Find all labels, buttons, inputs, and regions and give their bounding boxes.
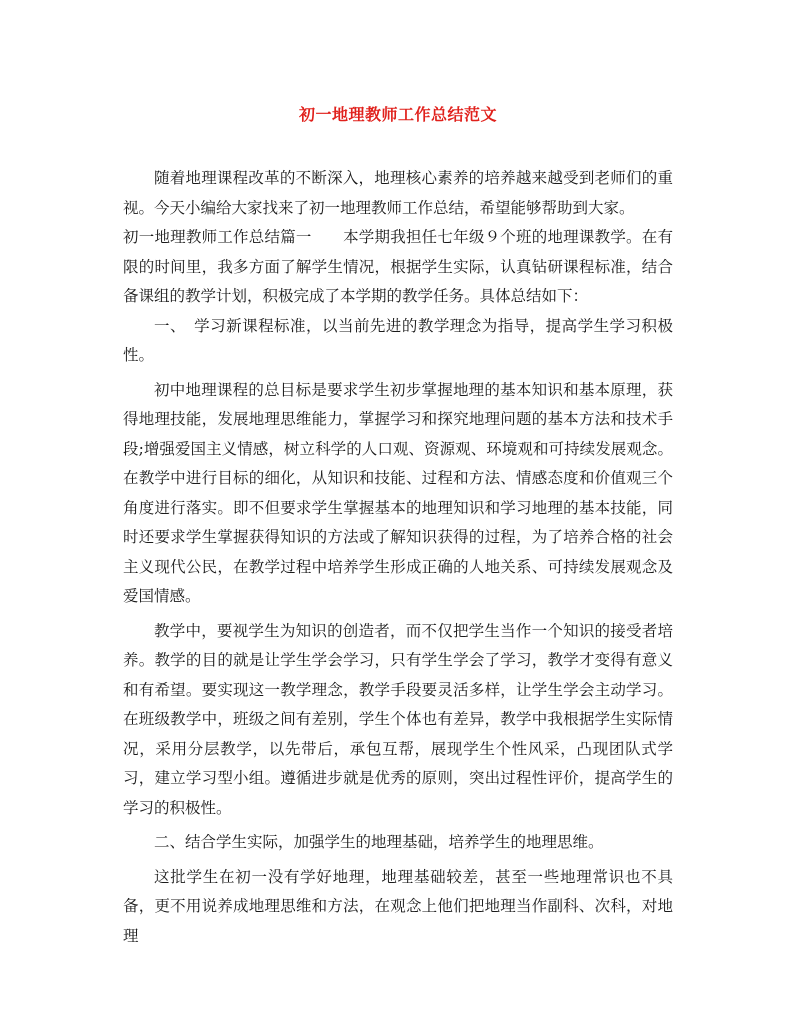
paragraph-curriculum-goals: 初中地理课程的总目标是要求学生初步掌握地理的基本知识和基本原理，获得地理技能，发展地理思维能力，掌握学习和探究地理问题的基本方法和技术手段;增强爱国主义情感，树立科学的人口观、资源观、环境观和可持续发展观念。在教学中进行目标的细化，从知识和技能、过程和方法、情感态度和价值观三个角度进行落实。即不但要求学生掌握基本的地理知识和学习地理的基本技能，同时还要求学生掌握获得知识的方法或了解知识获得的过程，为了培养合格的社会主义现代公民，在教学过程中培养学生形成正确的人地关系、可持续发展观念及爱国情感。 bbox=[123, 380, 673, 605]
document-body bbox=[123, 164, 673, 951]
section-heading-two: 二、结合学生实际，加强学生的地理基础，培养学生的地理思维。 bbox=[154, 833, 604, 851]
paragraph-part-one-intro: 初一地理教师工作总结篇一 本学期我担任七年级９个班的地理课教学。在有限的时间里，我多方面了解学生情况，根据学生实际，认真钻研课程标准，结合备课组的教学计划，积极完成了本学期的教学任务。具体总结如下： bbox=[123, 228, 673, 305]
document-title: 初一地理教师工作总结范文 bbox=[298, 105, 497, 124]
paragraph-intro: 随着地理课程改革的不断深入，地理核心素养的培养越来越受到老师们的重视。今天小编给大家找来了初一地理教师工作总结，希望能够帮助到大家。 bbox=[123, 169, 673, 217]
section-heading-one: 一、 学习新课程标准，以当前先进的教学理念为指导，提高学生学习积极性。 bbox=[123, 316, 673, 364]
paragraph-teaching-method: 教学中，要视学生为知识的创造者，而不仅把学生当作一个知识的接受者培养。教学的目的就是让学生学会学习，只有学生学会了学习，教学才变得有意义和有希望。要实现这一教学理念，教学手段要灵活多样，让学生学会主动学习。在班级教学中，班级之间有差别，学生个体也有差异，教学中我根据学生实际情况，采用分层教学，以先带后，承包互帮，展现学生个性风采，凸现团队式学习，建立学习型小组。遵循进步就是优秀的原则，突出过程性评价，提高学生的学习的积极性。 bbox=[123, 621, 673, 817]
paragraph-student-situation: 这批学生在初一没有学好地理，地理基础较差，甚至一些地理常识也不具备，更不用说养成地理思维和方法，在观念上他们把地理当作副科、次科，对地理 bbox=[123, 867, 673, 945]
